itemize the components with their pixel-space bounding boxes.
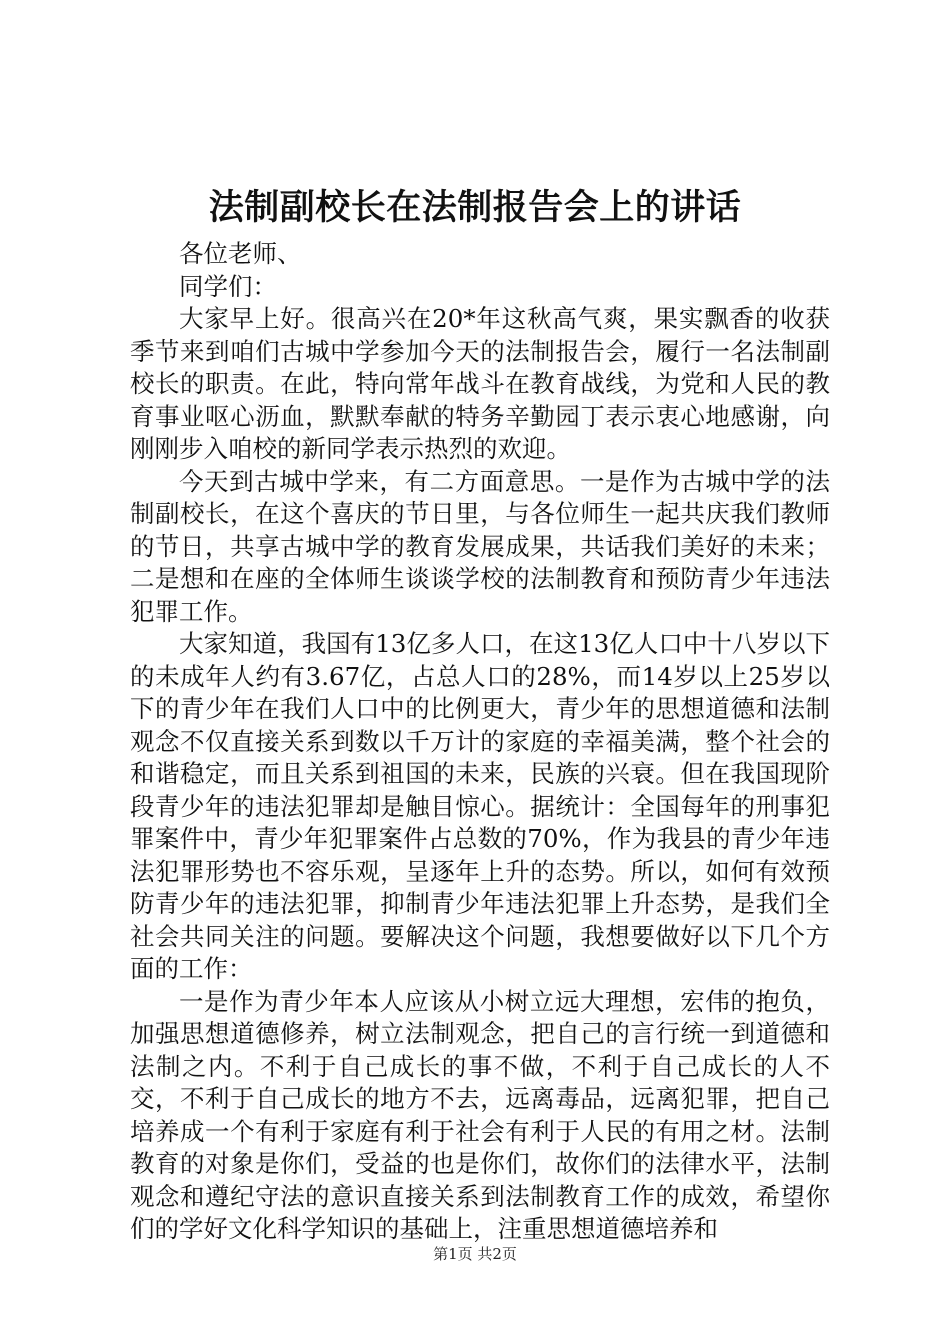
page-number-footer: 第1页 共2页	[433, 1245, 517, 1263]
salutation-teachers: 各位老师、	[179, 239, 302, 268]
paragraph-purpose: 今天到古城中学来，有二方面意思。一是作为古城中学的法制副校长，在这个喜庆的节日里，与各位师生一起共庆我们教师的节日，共享古城中学的教育发展成果，共话我们美好的未来；二是想和在座的全体师生谈谈学校的法制教育和预防青少年违法犯罪工作。	[130, 466, 830, 626]
paragraph-point-one: 一是作为青少年本人应该从小树立远大理想，宏伟的抱负，加强思想道德修养，树立法制观念，把自己的言行统一到道德和法制之内。不利于自己成长的事不做，不利于自己成长的人不交，不利于自己成长的地方不去，远离毒品，远离犯罪，把自己培养成一个有利于家庭有利于社会有利于人民的有用之材。法制教育的对象是你们，受益的也是你们，故你们的法律水平，法制观念和遵纪守法的意识直接关系到法制教育工作的成效，希望你们的学好文化科学知识的基础上，注重思想道德培养和	[130, 986, 830, 1243]
document-body	[130, 238, 830, 1246]
salutation-students: 同学们：	[179, 271, 277, 301]
page-title: 法制副校长在法制报告会上的讲话	[208, 187, 742, 228]
paragraph-statistics: 大家知道，我国有13亿多人口，在这13亿人口中十八岁以下的未成年人约有3.67亿，占总人口的28%，而14岁以上25岁以下的青少年在我们人口中的比例更大，青少年的思想道德和法制观念不仅直接关系到数以千万计的家庭的幸福美满，整个社会的和谐稳定，而且关系到祖国的未来，民族的兴衰。但在我国现阶段青少年的违法犯罪却是触目惊心。据统计：全国每年的刑事犯罪案件中，青少年犯罪案件占总数的70%，作为我县的青少年违法犯罪形势也不容乐观，呈逐年上升的态势。所以，如何有效预防青少年的违法犯罪，抑制青少年违法犯罪上升态势，是我们全社会共同关注的问题。要解决这个问题，我想要做好以下几个方面的工作：	[130, 629, 830, 983]
paragraph-greeting: 大家早上好。很高兴在20*年这秋高气爽，果实飘香的收获季节来到咱们古城中学参加今天的法制报告会，履行一名法制副校长的职责。在此，特向常年战斗在教育战线，为党和人民的教育事业呕心沥血，默默奉献的特务辛勤园丁表示衷心地感谢，向刚刚步入咱校的新同学表示热烈的欢迎。	[130, 304, 830, 463]
